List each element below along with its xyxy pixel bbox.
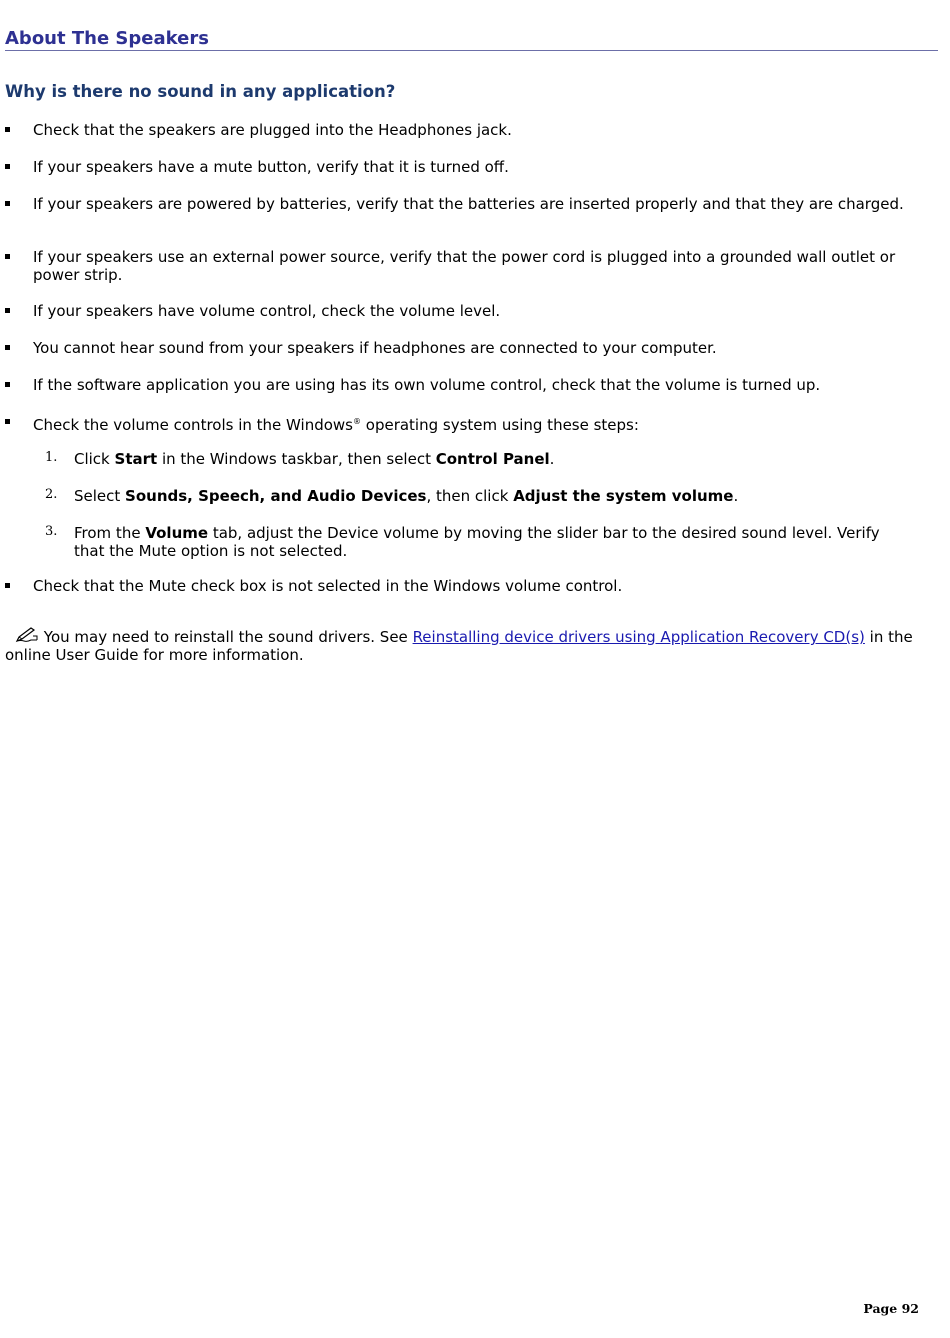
step-item: 2. Select Sounds, Speech, and Audio Devices, then click Adjust the system volume. [45, 487, 739, 505]
step-number: 2. [45, 487, 58, 502]
bullet-marker-icon [5, 201, 10, 206]
list-item: If the software application you are using has its own volume control, check that the volume is turned up. [5, 376, 915, 394]
step-item: 1. Click Start in the Windows taskbar, then select Control Panel. [45, 450, 555, 468]
bullet-marker-icon [5, 382, 10, 387]
list-item: Check the volume controls in the Windows® operating system using these steps: [5, 413, 915, 434]
page-title: About The Speakers [5, 28, 938, 51]
bullet-marker-icon [5, 254, 10, 259]
step-number: 1. [45, 450, 58, 465]
list-item: If your speakers have volume control, check the volume level. [5, 302, 915, 320]
step-number: 3. [45, 524, 58, 539]
bullet-marker-icon [5, 164, 10, 169]
bullet-marker-icon [5, 345, 10, 350]
bullet-marker-icon [5, 127, 10, 132]
pencil-note-icon [15, 627, 39, 643]
section-heading: Why is there no sound in any application? [5, 82, 396, 101]
note: You may need to reinstall the sound drivers. See Reinstalling device drivers using Application Recovery CD(s) in the online User Guide for more information. [5, 628, 913, 664]
list-item: Check that the speakers are plugged into the Headphones jack. [5, 121, 915, 139]
list-item: If your speakers are powered by batteries, verify that the batteries are inserted properly and that they are charged. [5, 195, 915, 213]
registered-mark: ® [353, 417, 361, 426]
bullet-marker-icon [5, 419, 10, 424]
list-item: Check that the Mute check box is not selected in the Windows volume control. [5, 577, 915, 595]
reinstall-drivers-link[interactable]: Reinstalling device drivers using Application Recovery CD(s) [412, 628, 865, 646]
page-number: Page 92 [863, 1301, 919, 1316]
list-item: If your speakers have a mute button, verify that it is turned off. [5, 158, 915, 176]
list-item: You cannot hear sound from your speakers if headphones are connected to your computer. [5, 339, 915, 357]
list-item: If your speakers use an external power source, verify that the power cord is plugged into a grounded wall outlet or power strip. [5, 248, 915, 284]
step-item: 3. From the Volume tab, adjust the Device volume by moving the slider bar to the desired sound level. Verify that the Mute option is not selected. [45, 524, 880, 560]
bullet-marker-icon [5, 308, 10, 313]
bullet-marker-icon [5, 583, 10, 588]
